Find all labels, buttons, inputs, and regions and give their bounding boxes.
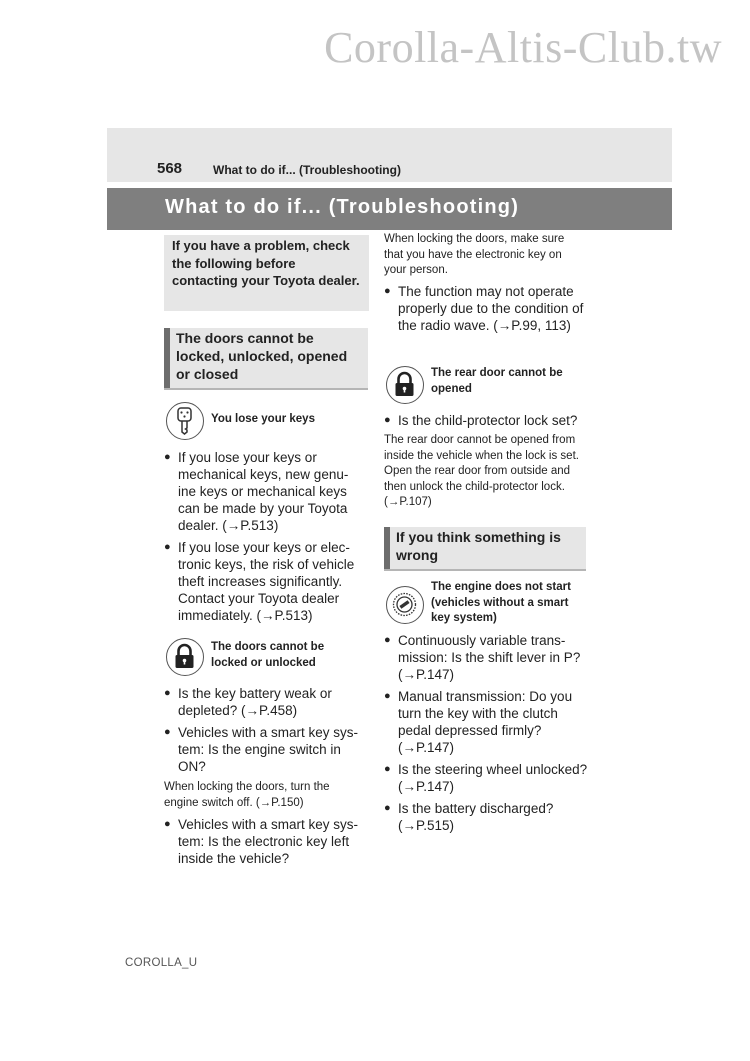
label-lose-keys: You lose your keys bbox=[211, 413, 315, 425]
bullet-lock-3: ● Vehicles with a smart key sys- tem: Is the electronic key left inside the vehicle? bbox=[164, 816, 370, 867]
running-title: What to do if... (Troubleshooting) bbox=[213, 163, 401, 177]
section-heading-doors-text: The doors cannot be locked, unlocked, opened or closed bbox=[176, 330, 348, 382]
section-heading-doors bbox=[164, 328, 368, 390]
bullet-engine-3: ● Is the steering wheel unlocked? (→P.147) bbox=[384, 761, 590, 795]
bullet-engine-1: ● Continuously variable trans- mission: Is the shift lever in P? (→P.147) bbox=[384, 632, 590, 683]
bullet-lose-keys-2: ● If you lose your keys or elec- tronic keys, the risk of vehicle theft increases significantly. Contact your Toyota dealer immediately. (→P.513) bbox=[164, 539, 370, 624]
note-rear-door: The rear door cannot be opened from inside the vehicle when the lock is set. Open the rear door from outside and then unlock the child-protector lock. (→P.107) bbox=[384, 434, 579, 508]
note-engine-switch: When locking the doors, turn the engine switch off. (→P.150) bbox=[164, 781, 330, 809]
bullet-engine-4: ● Is the battery discharged? (→P.515) bbox=[384, 800, 590, 834]
bullet-lock-2: ● Vehicles with a smart key sys- tem: Is the engine switch in ON? bbox=[164, 724, 370, 775]
section-heading-wrong bbox=[384, 527, 586, 571]
section-heading-wrong-text: If you think something is wrong bbox=[396, 529, 561, 563]
label-doors-locked: The doors cannot be locked or unlocked bbox=[211, 641, 325, 669]
page-number: 568 bbox=[157, 160, 183, 177]
page-title: What to do if... (Troubleshooting) bbox=[165, 196, 520, 218]
key-icon bbox=[166, 402, 204, 440]
label-rear-door: The rear door cannot be opened bbox=[431, 367, 563, 395]
watermark: Corolla-Altis-Club.tw bbox=[324, 23, 722, 72]
intro-box: If you have a problem, check the following before contacting your Toyota dealer. bbox=[164, 235, 369, 311]
padlock-icon bbox=[386, 366, 424, 404]
bullet-lock-1: ● Is the key battery weak or depleted? (→P.458) bbox=[164, 685, 370, 719]
footer-code: COROLLA_U bbox=[125, 957, 198, 969]
note-electronic-key: When locking the doors, make sure that you have the electronic key on your person. bbox=[384, 233, 565, 276]
bullet-engine-2: ● Manual transmission: Do you turn the key with the clutch pedal depressed firmly? (→P.147) bbox=[384, 688, 590, 756]
padlock-icon bbox=[166, 638, 204, 676]
label-engine-not-start: The engine does not start (vehicles without a smart key system) bbox=[431, 581, 571, 624]
ignition-switch-icon bbox=[386, 586, 424, 624]
bullet-child-lock: ● Is the child-protector lock set? bbox=[384, 412, 598, 429]
bullet-radio-wave: ● The function may not operate properly due to the condition of the radio wave. (→P.99, 113) bbox=[384, 283, 590, 334]
bullet-lose-keys-1: ● If you lose your keys or mechanical keys, new genu- ine keys or mechanical keys can be made by your Toyota dealer. (→P.513) bbox=[164, 449, 370, 534]
